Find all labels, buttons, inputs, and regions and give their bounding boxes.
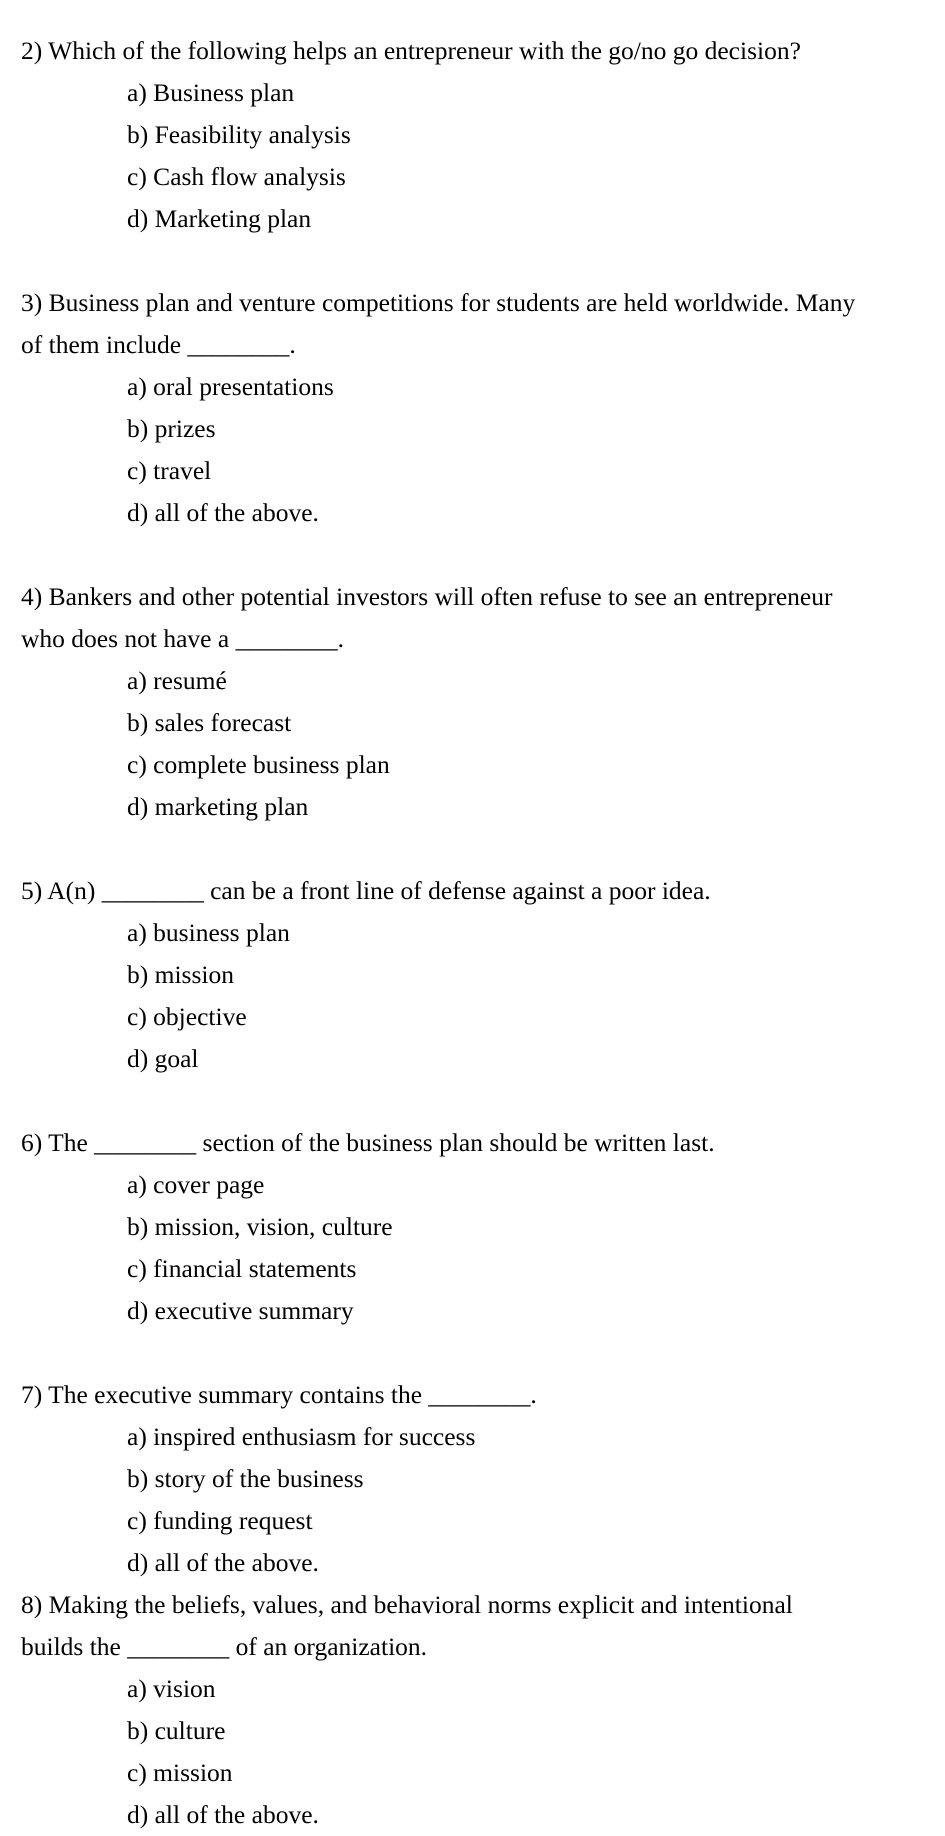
answer-option: d) marketing plan [127, 792, 309, 821]
spacer [21, 1080, 941, 1122]
question-stem: 4) Bankers and other potential investors will often refuse to see an entrepreneur [21, 582, 833, 611]
answer-option: c) funding request [127, 1506, 313, 1535]
answer-option: b) prizes [127, 414, 216, 443]
answer-option: a) Business plan [127, 78, 295, 107]
answer-option: d) goal [127, 1044, 199, 1073]
spacer [21, 534, 941, 576]
answer-option: c) mission [127, 1758, 233, 1787]
answer-option: d) Marketing plan [127, 204, 312, 233]
answer-option: b) mission, vision, culture [127, 1212, 393, 1241]
answer-option: b) story of the business [127, 1464, 364, 1493]
question-stem: of them include ________. [21, 330, 296, 359]
question-8 [21, 1584, 941, 1836]
question-stem: 7) The executive summary contains the ________. [21, 1380, 537, 1409]
answer-option: a) inspired enthusiasm for success [127, 1422, 476, 1451]
answer-option: d) all of the above. [127, 1548, 319, 1577]
question-6 [21, 1122, 941, 1332]
answer-option: a) vision [127, 1674, 216, 1703]
question-4 [21, 576, 941, 828]
spacer [21, 1332, 941, 1374]
answer-option: d) all of the above. [127, 498, 319, 527]
question-2 [21, 30, 941, 240]
answer-option: a) cover page [127, 1170, 265, 1199]
answer-option: c) financial statements [127, 1254, 357, 1283]
answer-option: c) complete business plan [127, 750, 390, 779]
answer-option: d) executive summary [127, 1296, 354, 1325]
question-stem: 3) Business plan and venture competitions for students are held worldwide. Many [21, 288, 856, 317]
answer-option: a) resumé [127, 666, 227, 695]
answer-option: b) Feasibility analysis [127, 120, 351, 149]
answer-option: b) sales forecast [127, 708, 292, 737]
question-stem: 6) The ________ section of the business plan should be written last. [21, 1128, 715, 1157]
answer-option: c) Cash flow analysis [127, 162, 346, 191]
answer-option: a) business plan [127, 918, 290, 947]
question-stem: builds the ________ of an organization. [21, 1632, 428, 1661]
question-3 [21, 282, 941, 534]
answer-option: d) all of the above. [127, 1800, 319, 1829]
spacer [21, 240, 941, 282]
question-5 [21, 870, 941, 1080]
answer-option: a) oral presentations [127, 372, 334, 401]
quiz-document [21, 30, 941, 1836]
answer-option: b) culture [127, 1716, 226, 1745]
answer-option: c) travel [127, 456, 212, 485]
spacer [21, 828, 941, 870]
question-stem: 5) A(n) ________ can be a front line of defense against a poor idea. [21, 876, 711, 905]
answer-option: c) objective [127, 1002, 247, 1031]
question-stem: 2) Which of the following helps an entrepreneur with the go/no go decision? [21, 36, 801, 65]
question-stem: 8) Making the beliefs, values, and behavioral norms explicit and intentional [21, 1590, 793, 1619]
question-7 [21, 1374, 941, 1584]
answer-option: b) mission [127, 960, 234, 989]
question-stem: who does not have a ________. [21, 624, 344, 653]
